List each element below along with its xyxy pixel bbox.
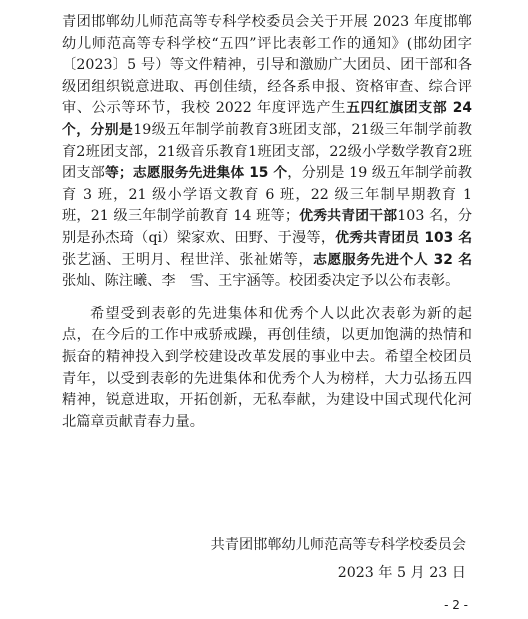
p1-text-4: 103 名，分别是孙杰琦（qi）梁家欢、田野、于漫等， bbox=[62, 208, 473, 246]
p1-text-3: ，分别是 19 级五年制学前教育 3 班，21 级小学语文教育 6 班，22 级三年制早期教育 1 班，21 级三年制学前教育 14 班等； bbox=[62, 165, 472, 225]
document-body bbox=[62, 12, 472, 433]
p1-text-1: 青团邯郸幼儿师范高等专科学校委员会关于开展 2023 年度邯郸幼儿师范高等专科学校“五四”评比表彰工作的通知》(邯幼团字〔2023〕5 号）等文件精神，引导和激励广大团员、团干部和各级团组织锐意进取、再创佳绩，经各系申报、资格审查、综合评审、公示等环节，我校 2022 年度评选产生 bbox=[62, 14, 472, 117]
p1-bold-5: 志愿服务先进个人 32 名 bbox=[313, 251, 472, 268]
paragraph-1 bbox=[62, 12, 472, 293]
p1-bold-3: 优秀共青团干部 bbox=[299, 208, 398, 225]
p1-text-6: 张灿、陈注曦、李 雪、王宇涵等。校团委决定予以公布表彰。 bbox=[62, 273, 460, 290]
p1-bold-2: 等；志愿服务先进集体 15 个 bbox=[104, 165, 288, 182]
paragraph-2: 希望受到表彰的先进集体和优秀个人以此次表彰为新的起点，在今后的工作中戒骄戒躁，再创佳绩，以更加饱满的热情和振奋的精神投入到学校建设改革发展的事业中去。希望全校团员青年，以受到表彰的先进集体和优秀个人为榜样，大力弘扬五四精神，锐意进取，开拓创新，无私奉献，为建设中国式现代化河北篇章贡献青春力量。 bbox=[62, 305, 472, 430]
page-number: - 2 - bbox=[444, 598, 468, 612]
p1-text-5: 张艺涵、王明月、程世洋、张祉婼等， bbox=[62, 251, 314, 268]
p1-bold-1: 五四红旗团支部 24 个，分别是 bbox=[62, 100, 472, 138]
signature-organization: 共青团邯郸幼儿师范高等专科学校委员会 bbox=[210, 537, 466, 553]
signature-date: 2023 年 5 月 23 日 bbox=[337, 565, 466, 581]
p1-bold-4: 优秀共青团员 103 名 bbox=[335, 229, 473, 246]
p1-text-2: 19级五年制学前教育3班团支部，21级三年制学前教育2班团支部，21级音乐教育1班团支部，22级小学数学教育2班团支部 bbox=[62, 121, 472, 182]
